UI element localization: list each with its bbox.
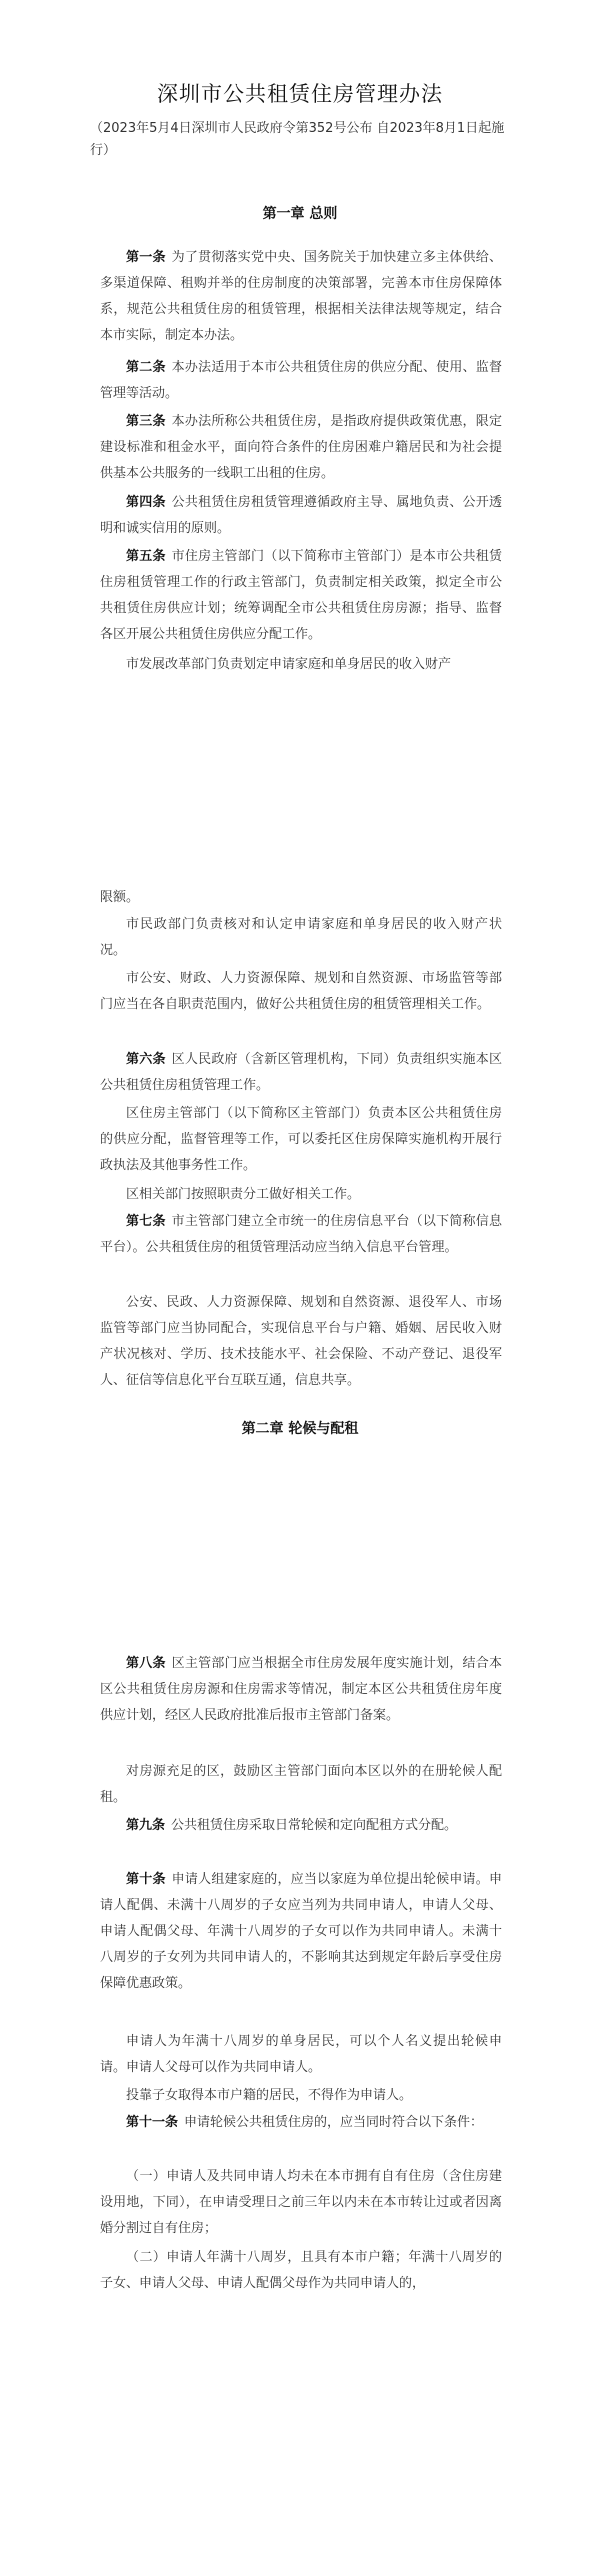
article-4-label: 第四条 <box>126 495 166 510</box>
article-5-paragraph-2-end: 限额。 <box>100 890 140 905</box>
article-6-paragraph-2: 区住房主管部门（以下简称区主管部门）负责本区公共租赁住房的供应分配，监督管理等工作，可以委托区住房保障实施机构开展行政执法及其他事务性工作。 <box>100 1106 502 1173</box>
article-1 <box>100 245 502 349</box>
article-3 <box>100 409 502 487</box>
chapter-2-heading: 第二章 轮候与配租 <box>241 1421 359 1437</box>
article-11-text: 申请轮候公共租赁住房的，应当同时符合以下条件： <box>184 2115 484 2130</box>
article-7 <box>100 1209 502 1261</box>
article-7-label: 第七条 <box>126 1214 166 1229</box>
article-11-item-2: （二）申请人年满十八周岁，且具有本市户籍；年满十八周岁的子女、申请人父母、申请人配偶父母作为共同申请人的， <box>100 2250 502 2291</box>
article-5-paragraph-4: 市公安、财政、人力资源保障、规划和自然资源、市场监管等部门应当在各自职责范围内，做好公共租赁住房的租赁管理相关工作。 <box>100 971 502 1012</box>
article-3-label: 第三条 <box>126 414 166 429</box>
article-10-paragraph-3: 投靠子女取得本市户籍的居民，不得作为申请人。 <box>126 2088 413 2103</box>
article-7-paragraph-2: 公安、民政、人力资源保障、规划和自然资源、退役军人、市场监管等部门应当协同配合，实现信息平台与户籍、婚姻、居民收入财产状况核对、学历、技术技能水平、社会保险、不动产登记、退役军人、征信等信息化平台互联互通，信息共享。 <box>100 1295 502 1388</box>
article-9-text: 公共租赁住房采取日常轮候和定向配租方式分配。 <box>171 1818 458 1833</box>
article-2-text: 本办法适用于本市公共租赁住房的供应分配、使用、监督管理等活动。 <box>100 360 502 401</box>
article-8-text: 区主管部门应当根据全市住房发展年度实施计划，结合本区公共租赁住房房源和住房需求等情况，制定本区公共租赁住房年度供应计划，经区人民政府批准后报市主管部门备案。 <box>100 1656 502 1723</box>
article-1-label: 第一条 <box>126 250 166 265</box>
article-10-label: 第十条 <box>126 1872 166 1887</box>
article-6-text: 区人民政府（含新区管理机构，下同）负责组织实施本区公共租赁住房租赁管理工作。 <box>100 1052 502 1093</box>
article-5-text: 市住房主管部门（以下简称市主管部门）是本市公共租赁住房租赁管理工作的行政主管部门，负责制定相关政策，拟定全市公共租赁住房供应计划；统筹调配全市公共租赁住房房源；指导、监督各区开展公共租赁住房供应分配工作。 <box>100 549 502 642</box>
article-8-label: 第八条 <box>126 1656 166 1671</box>
document-title: 深圳市公共租赁住房管理办法 <box>157 82 443 106</box>
article-7-text: 市主管部门建立全市统一的住房信息平台（以下简称信息平台）。公共租赁住房的租赁管理活动应当纳入信息平台管理。 <box>100 1214 502 1255</box>
article-4-text: 公共租赁住房租赁管理遵循政府主导、属地负责、公开透明和诚实信用的原则。 <box>100 495 502 536</box>
article-9 <box>100 1813 502 1839</box>
article-10-text: 申请人组建家庭的，应当以家庭为单位提出轮候申请。申请人配偶、未满十八周岁的子女应当列为共同申请人，申请人父母、申请人配偶父母、年满十八周岁的子女可以作为共同申请人。未满十八周岁的子女列为共同申请人的，不影响其达到规定年龄后享受住房保障优惠政策。 <box>100 1872 502 1991</box>
article-11-label: 第十一条 <box>126 2115 179 2130</box>
article-11 <box>100 2110 502 2136</box>
article-9-label: 第九条 <box>126 1818 166 1833</box>
article-4 <box>100 490 502 542</box>
article-5 <box>100 544 502 648</box>
article-2-label: 第二条 <box>126 360 166 375</box>
article-5-paragraph-3: 市民政部门负责核对和认定申请家庭和单身居民的收入财产状况。 <box>100 917 502 958</box>
document-subtitle: （2023年5月4日深圳市人民政府令第352号公布 自2023年8月1日起施行） <box>90 121 505 158</box>
article-2 <box>100 355 502 407</box>
article-8 <box>100 1651 502 1729</box>
article-10-paragraph-2: 申请人为年满十八周岁的单身居民，可以个人名义提出轮候申请。申请人父母可以作为共同申请人。 <box>100 2034 502 2075</box>
article-6-label: 第六条 <box>126 1052 166 1067</box>
article-3-text: 本办法所称公共租赁住房，是指政府提供政策优惠，限定建设标准和租金水平，面向符合条件的住房困难户籍居民和为社会提供基本公共服务的一线职工出租的住房。 <box>100 414 502 481</box>
article-5-label: 第五条 <box>126 549 166 564</box>
article-1-text: 为了贯彻落实党中央、国务院关于加快建立多主体供给、多渠道保障、租购并举的住房制度的决策部署，完善本市住房保障体系，规范公共租赁住房的租赁管理，根据相关法律法规等规定，结合本市实际，制定本办法。 <box>100 250 502 343</box>
article-6-paragraph-3: 区相关部门按照职责分工做好相关工作。 <box>126 1187 361 1202</box>
article-6 <box>100 1047 502 1099</box>
article-8-paragraph-2: 对房源充足的区，鼓励区主管部门面向本区以外的在册轮候人配租。 <box>100 1764 502 1805</box>
article-5-paragraph-2: 市发展改革部门负责划定申请家庭和单身居民的收入财产 <box>126 657 452 672</box>
article-10 <box>100 1867 502 1997</box>
chapter-1-heading: 第一章 总则 <box>262 206 338 222</box>
article-11-item-1: （一）申请人及共同申请人均未在本市拥有自有住房（含住房建设用地，下同），在申请受理日之前三年以内未在本市转让过或者因离婚分割过自有住房； <box>100 2169 502 2236</box>
